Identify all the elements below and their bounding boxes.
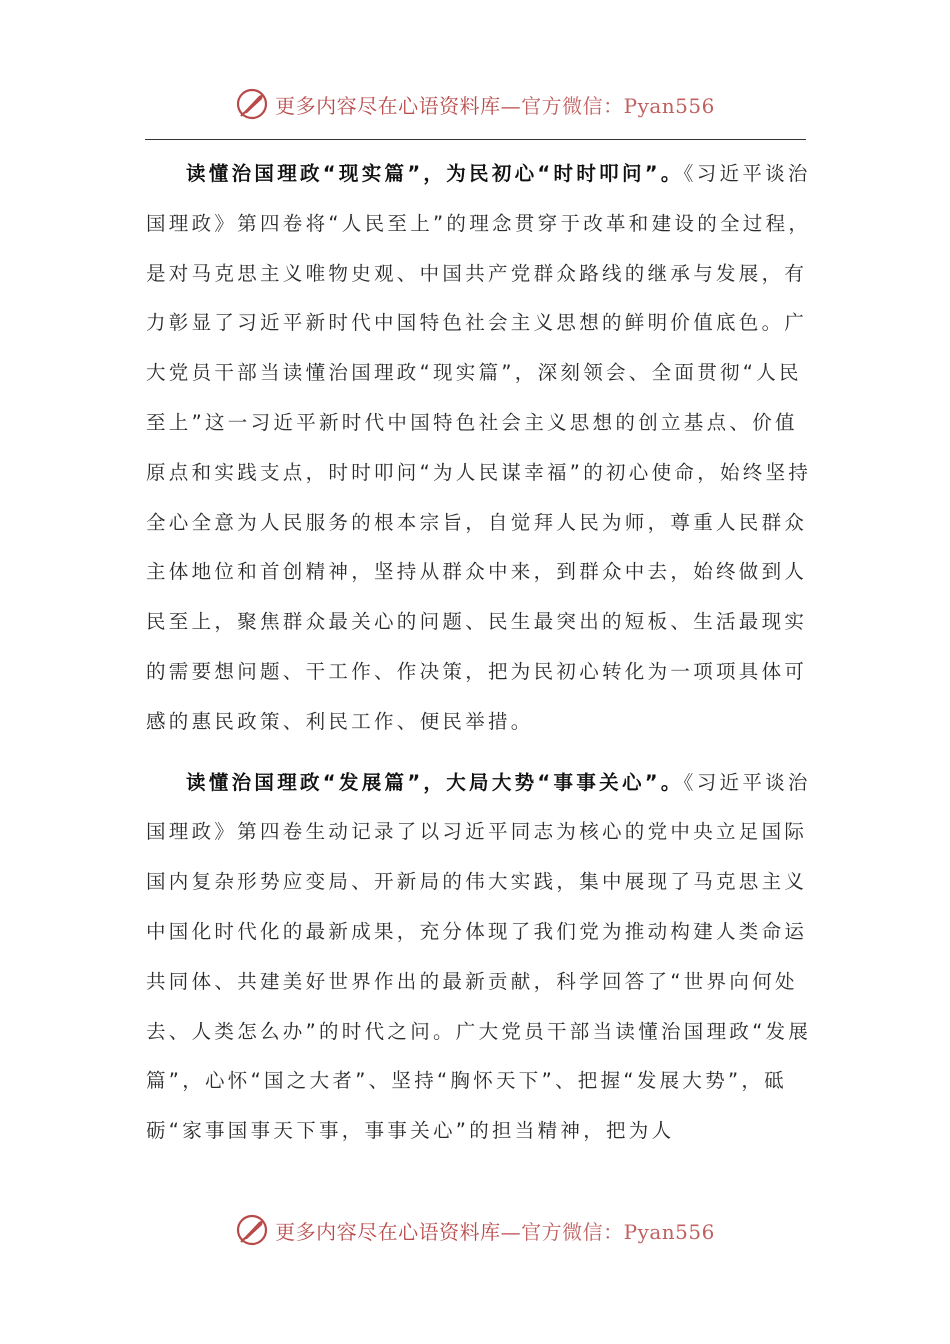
paragraph-1 xyxy=(146,149,814,747)
paragraph-1-lead: 读懂治国理政“现实篇”，为民初心“时时叩问”。 xyxy=(186,162,684,185)
paragraph-2 xyxy=(146,758,814,1156)
header-banner-id: Pyan556 xyxy=(623,93,715,118)
quill-pen-logo-icon xyxy=(235,1213,269,1247)
header-banner-main: 更多内容尽在心语资料库 xyxy=(275,93,501,118)
header-banner-wechat: 官方微信： xyxy=(521,93,624,118)
header-banner-text xyxy=(275,90,715,119)
footer-banner-text xyxy=(275,1216,715,1245)
quill-pen-logo-icon xyxy=(235,87,269,121)
footer-banner-main: 更多内容尽在心语资料库 xyxy=(275,1219,501,1244)
paragraph-2-body: 《习近平谈治国理政》第四卷生动记录了以习近平同志为核心的党中央立足国际国内复杂形势应变局、开新局的伟大实践，集中展现了马克思主义中国化时代化的最新成果，充分体现了我们党为推动构建人类命运共同体、共建美好世界作出的最新贡献，科学回答了“世界向何处去、人类怎么办”的时代之问。广大党员干部当读懂治国理政“发展篇”，心怀“国之大者”、坚持“胸怀天下”、把握“发展大势”，砥砺“家事国事天下事，事事关心”的担当精神，把为人 xyxy=(146,770,812,1143)
footer-banner-sep: — xyxy=(500,1219,522,1244)
footer-banner-wechat: 官方微信： xyxy=(521,1219,624,1244)
header-banner xyxy=(0,84,950,124)
header-banner-sep: — xyxy=(500,93,522,118)
footer-banner xyxy=(0,1210,950,1250)
footer-banner-id: Pyan556 xyxy=(623,1219,715,1244)
paragraph-1-body: 《习近平谈治国理政》第四卷将“人民至上”的理念贯穿于改革和建设的全过程，是对马克思主义唯物史观、中国共产党群众路线的继承与发展，有力彰显了习近平新时代中国特色社会主义思想的鲜明价值底色。广大党员干部当读懂治国理政“现实篇”，深刻领会、全面贯彻“人民至上”这一习近平新时代中国特色社会主义思想的创立基点、价值原点和实践支点，时时叩问“为人民谋幸福”的初心使命，始终坚持全心全意为人民服务的根本宗旨，自觉拜人民为师，尊重人民群众主体地位和首创精神，坚持从群众中来，到群众中去，始终做到人民至上，聚焦群众最关心的问题、民生最突出的短板、生活最现实的需要想问题、干工作、作决策，把为民初心转化为一项项具体可感的惠民政策、利民工作、便民举措。 xyxy=(146,162,812,733)
header-rule xyxy=(145,139,806,140)
document-body xyxy=(146,149,814,1156)
paragraph-2-lead: 读懂治国理政“发展篇”，大局大势“事事关心”。 xyxy=(186,770,684,794)
